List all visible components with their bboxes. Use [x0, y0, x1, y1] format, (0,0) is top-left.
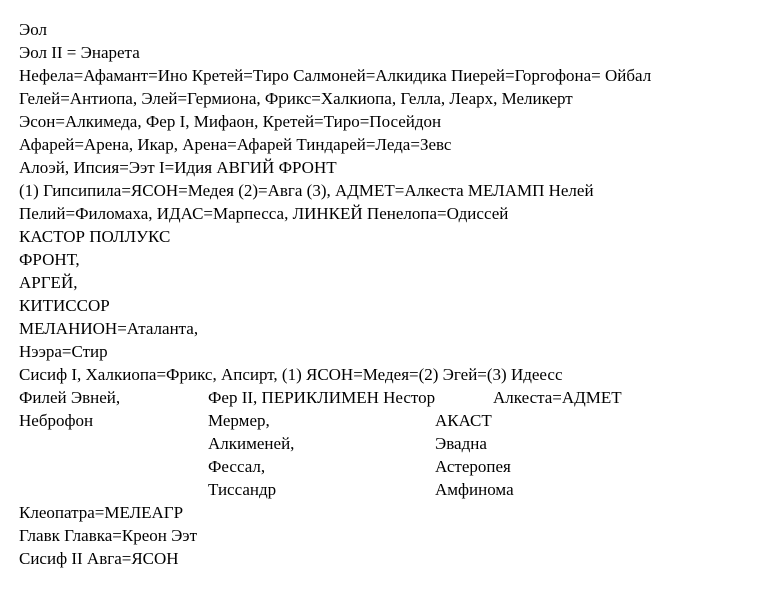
table-cell: Алкеста=АДМЕТ	[493, 388, 622, 407]
table-cell: Тиссандр	[208, 480, 277, 499]
table-cell: Амфинома	[435, 480, 514, 499]
table-cell: АКАСТ	[435, 411, 492, 430]
text-line: Эол	[19, 20, 47, 39]
table-cell: Неброфон	[19, 411, 94, 430]
text-line: Эол II = Энарета	[19, 43, 140, 62]
table-cell: Алкименей,	[208, 434, 295, 453]
text-line: Алоэй, Ипсия=Ээт I=Идия АВГИЙ ФРОНТ	[19, 158, 337, 177]
text-line: Сисиф II Авга=ЯСОН	[19, 549, 179, 568]
table-cell: Фер II, ПЕРИКЛИМЕН Нестор	[208, 388, 436, 407]
text-line: Гелей=Антиопа, Элей=Гермиона, Фрикс=Халкиопа, Гелла, Леарх, Меликерт	[19, 89, 573, 108]
text-line: АРГЕЙ,	[19, 273, 78, 292]
text-line: Эсон=Алкимеда, Фер I, Мифаон, Кретей=Тиро=Посейдон	[19, 112, 442, 131]
table-cell: Астеропея	[435, 457, 511, 476]
text-line: КИТИССОР	[19, 296, 110, 315]
text-line: Нефела=Афамант=Ино Кретей=Тиро Салмоней=Алкидика Пиерей=Горгофона= Ойбал	[19, 66, 652, 85]
table-cell: Эвадна	[435, 434, 487, 453]
text-line: Нээра=Стир	[19, 342, 108, 361]
table-cell: Филей Эвней,	[19, 388, 121, 407]
text-line: (1) Гипсипила=ЯСОН=Медея (2)=Авга (3), АДМЕТ=Алкеста МЕЛАМП Нелей	[19, 181, 594, 200]
text-line: Афарей=Арена, Икар, Арена=Афарей Тиндарей=Леда=Зевс	[19, 135, 452, 154]
table-cell: Мермер,	[208, 411, 270, 430]
text-line: ФРОНТ,	[19, 250, 80, 269]
text-line: Сисиф I, Халкиопа=Фрикс, Апсирт, (1) ЯСОН=Медея=(2) Эгей=(3) Идеесс	[19, 365, 563, 384]
table-cell: Фессал,	[208, 457, 266, 476]
text-line: КАСТОР ПОЛЛУКС	[19, 227, 171, 246]
text-line: Главк Главка=Креон Ээт	[19, 526, 198, 545]
text-line: Клеопатра=МЕЛЕАГР	[19, 503, 184, 522]
text-line: МЕЛАНИОН=Аталанта,	[19, 319, 199, 338]
text-line: Пелий=Филомаха, ИДАС=Марпесса, ЛИНКЕЙ Пенелопа=Одиссей	[19, 204, 509, 223]
